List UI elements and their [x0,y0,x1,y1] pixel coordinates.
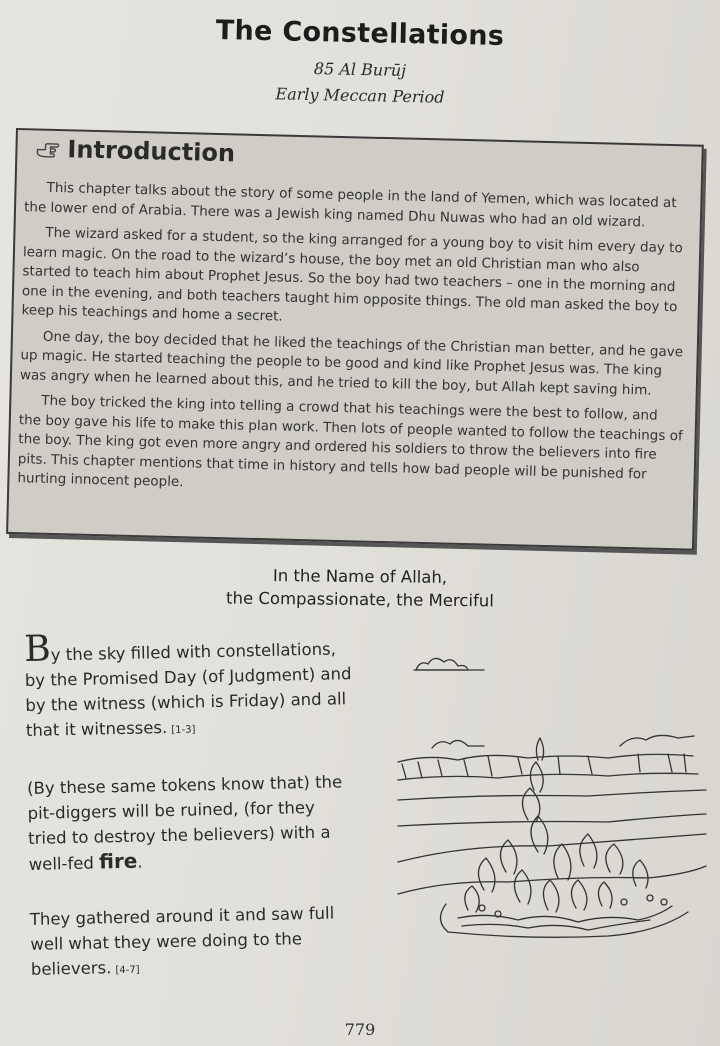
emphasized-word: fire [98,848,138,874]
verse-text: y the sky filled with constellations, by the Promised Day (of Judgment) and by the witness (which is Friday) and all that it witnesses. [24,639,352,740]
verse-4-5 [27,769,359,877]
revelation-period: Early Meccan Period [275,84,445,107]
verse-1-3 [23,628,356,746]
intro-paragraph: One day, the boy decided that he liked the teachings of the Christian man better, and he gave up magic. He started teaching the people to be good and kind like Prophet Jesus was. The king was angry when he learned about this, and he tried to kill the boy, but Allah kept saving him. [19,328,684,399]
verses-column [23,628,362,1015]
fire-pit-illustration [388,640,708,950]
introduction-box [6,128,704,551]
page-number: 779 [344,1020,376,1039]
basmala-line-1: In the Name of Allah, [272,566,448,587]
chapter-title: The Constellations [215,14,505,53]
verse-text: They gathered around it and saw full well what they were doing to the believers. [29,903,335,979]
introduction-heading: Introduction [67,135,236,168]
intro-paragraph: The wizard asked for a student, so the king arranged for a young boy to visit him every day to learn magic. On the road to the wizard’s house, the boy met an old Christian man who also started to teach him about Prophet Jesus. So the boy had two teachers – one in the morning and one in the evening, and both teachers taught him opposite things. The old man asked the boy to keep his teachings and home a secret. [21,224,683,325]
drop-cap: B [23,628,52,670]
pointing-hand-icon [35,135,62,162]
introduction-header [35,134,235,167]
intro-paragraph: The boy tricked the king into telling a crowd that his teachings were the best to follow, and the boy gave his life to make this plan work. Then lots of people wanted to follow the teachings of the boy. The king got even more angry and ordered his soldiers to throw the believers into fire pits. This chapter mentions that time in history and tells how bad people will be punished for hurting innocent people. [17,392,683,491]
verse-text: (By these same tokens know that) the pit-diggers will be ruined, (for they tried to destroy the believers) with a well-fed [26,772,343,874]
verse-6-7 [30,900,362,985]
verse-reference: [1-3] [171,724,196,736]
basmala-line-2: the Compassionate, the Merciful [226,588,494,611]
verse-reference: [4-7] [115,964,140,977]
intro-paragraph: This chapter talks about the story of some people in the land of Yemen, which was located at the lower end of Arabia. There was a Jewish king named Dhu Nuwas who had an old wizard. [23,179,677,230]
surah-number-name: 85 Al Burūj [313,59,407,80]
verse-tail: . [137,852,143,872]
introduction-text [17,178,689,511]
